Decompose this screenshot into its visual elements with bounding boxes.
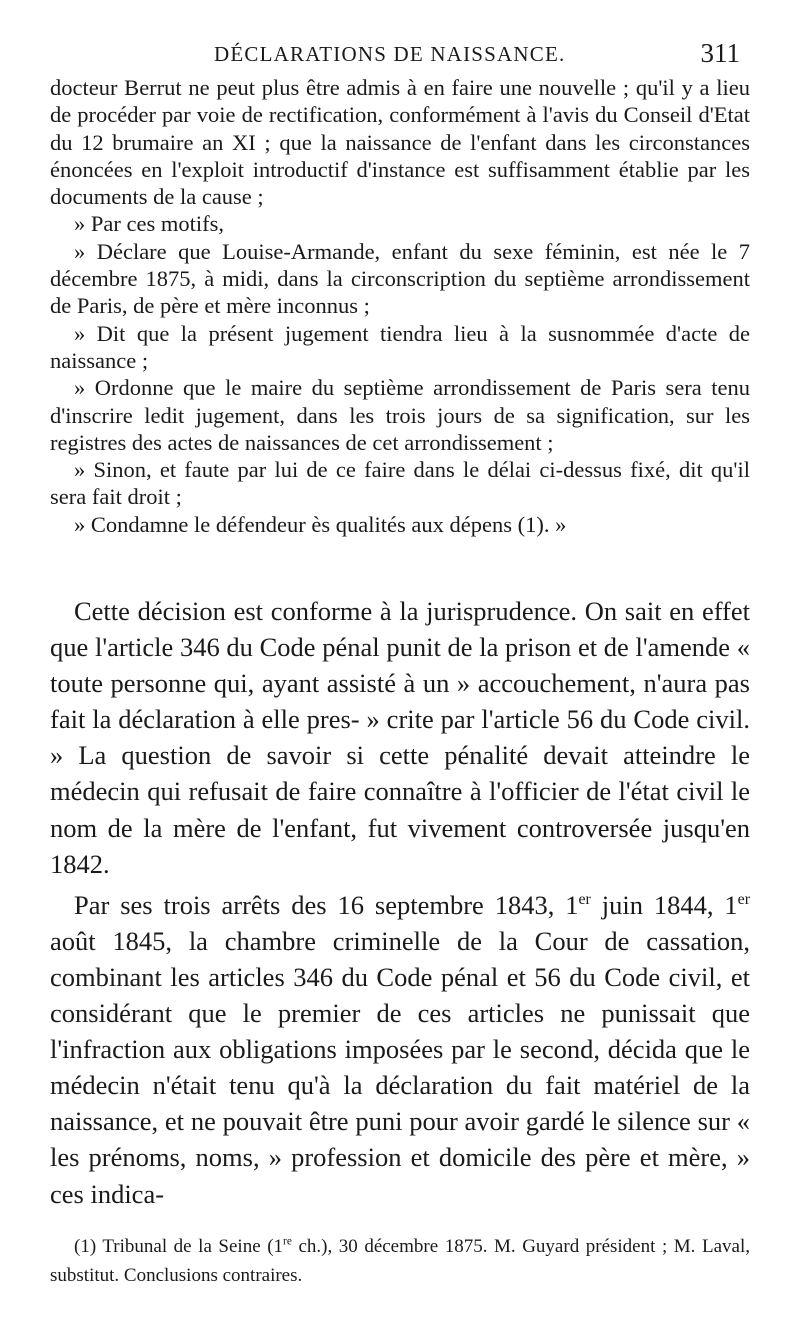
body-paragraph: [50, 887, 750, 1212]
body-text: [50, 593, 750, 1212]
quoted-paragraph: » Ordonne que le maire du septième arrondissement de Paris sera tenu d'inscrire ledit jugement, dans les trois jours de sa signification, sur les registres des actes de naissances de cet arrondissement ;: [50, 375, 750, 455]
page-header: [0, 40, 800, 70]
footnote-run: ch.), 30 décembre 1875. M. Guyard président ; M. Laval, substitut. Conclusions contraires.: [50, 1236, 750, 1286]
quoted-paragraph: » Sinon, et faute par lui de ce faire dans le délai ci-dessus fixé, dit qu'il sera fait droit ;: [50, 457, 750, 510]
ordinal-superscript: re: [283, 1235, 292, 1248]
quoted-paragraph: docteur Berrut ne peut plus être admis à en faire une nouvelle ; qu'il y a lieu de procéder par voie de rectification, conformément à l'avis du Conseil d'Etat du 12 brumaire an XI ; que la naissance de l'enfant dans les circonstances énoncées en l'exploit introductif d'instance est suffisamment établie par les documents de la cause ;: [50, 75, 750, 210]
body-text-run: Par ses trois arrêts des 16 septembre 1843, 1: [74, 889, 579, 920]
body-paragraph: Cette décision est conforme à la jurisprudence. On sait en effet que l'article 346 du Code pénal punit de la prison et de l'amende « toute personne qui, ayant assisté à un » accouchement, n'aura pas fait la déclaration à elle pres- » crite par l'article 56 du Code civil. » La question de savoir si cette pénalité devait atteindre le médecin qui refusait de faire connaître à l'officier de l'état civil le nom de la mère de l'enfant, fut vivement controversée jusqu'en 1842.: [50, 596, 750, 879]
footnote: [50, 1232, 750, 1290]
footnote-run: (1) Tribunal de la Seine (1: [74, 1236, 284, 1257]
quoted-paragraph: » Condamne le défendeur ès qualités aux dépens (1). »: [74, 511, 567, 537]
quoted-paragraph: » Dit que la présent jugement tiendra lieu à la susnommée d'acte de naissance ;: [50, 320, 750, 373]
ordinal-superscript: er: [737, 890, 750, 908]
ordinal-superscript: er: [578, 890, 591, 908]
quoted-paragraph: » Déclare que Louise-Armande, enfant du sexe féminin, est née le 7 décembre 1875, à midi, dans la circonscription du septième arrondissement de Paris, de père et mère inconnus ;: [50, 238, 750, 319]
running-title: DÉCLARATIONS DE NAISSANCE.: [214, 42, 566, 66]
quoted-judgment: [50, 74, 750, 538]
page-number: 311: [700, 38, 740, 68]
footnote-text: [50, 1232, 750, 1290]
body-text-run: juin 1844, 1: [590, 889, 738, 920]
body-text-run: août 1845, la chambre criminelle de la Cour de cassation, combinant les articles 346 du Code pénal et 56 du Code civil, et considérant que le premier de ces articles ne punissait que l'infraction aux obligations imposées par le second, décida que le médecin n'était tenu qu'à la déclaration du fait matériel de la naissance, et ne pouvait être puni pour avoir gardé le silence sur « les prénoms, noms, » profession et domicile des père et mère, » ces indica-: [50, 925, 750, 1209]
quoted-paragraph: » Par ces motifs,: [74, 211, 224, 237]
